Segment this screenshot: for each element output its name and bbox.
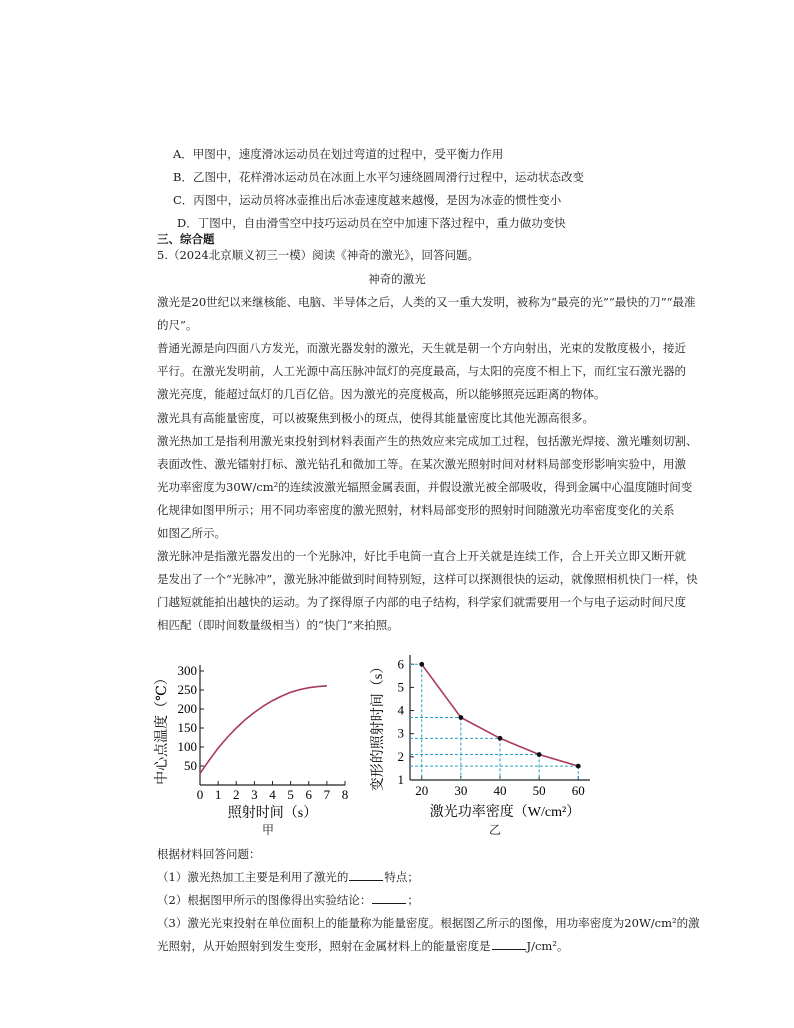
x-tick-label: 60 [571,783,585,798]
y-tick-label: 300 [177,663,197,678]
x-tick-label: 0 [196,787,204,802]
x-tick-label: 50 [532,783,546,798]
x-tick-label: 20 [415,783,429,798]
y-axis-label: 中心点温度（℃） [155,671,170,785]
q1-text: （1）激光热加工主要是利用了激光的 [157,870,349,884]
para4-line4: 化规律如图甲所示；用不同功率密度的激光照射，材料局部变形的照射时间随激光功率密度变化的关系 [157,503,675,517]
x-tick-label: 5 [287,787,294,802]
x-tick-label: 2 [233,787,240,802]
q3-text-end: J/cm²。 [526,939,569,953]
y-tick-label: 2 [397,748,404,764]
article-title: 神奇的激光 [368,272,426,286]
y-tick-label: 3 [397,725,404,741]
y-tick-label: 150 [177,720,197,735]
q3-answer-blank[interactable] [492,938,526,950]
data-point [458,715,463,720]
y-tick-label: 6 [397,656,404,672]
para5-line3: 门越短就能拍出越快的运动。为了探得原子内部的电子结构，科学家们就需要用一个与电子运动时间尺度 [157,595,686,609]
para1-line2: 的尺”。 [157,318,198,332]
q3-text: 光照射，从开始照射到发生变形，照射在金属材料上的能量密度是 [157,939,491,953]
x-tick-label: 40 [493,783,507,798]
para1-line1: 激光是20世纪以来继核能、电脑、半导体之后，人类的又一重大发明，被称为“最亮的光”“最快的刀”“最准 [157,295,696,309]
y-axis-label: 变形的照射时间（s） [371,659,386,792]
chart-temperature-vs-time [150,655,365,825]
answer-prompt: 根据材料回答问题： [157,847,261,861]
para4-line2: 表面改性、激光镭射打标、激光钻孔和微加工等。在某次激光照射时间对材料局部变形影响实验中，用激 [157,457,686,471]
q1-answer-blank[interactable] [349,869,383,881]
question-2 [157,892,419,908]
y-tick-label: 4 [397,702,404,718]
question-1 [157,869,419,885]
para4-line5: 如图乙所示。 [157,526,226,540]
y-tick-label: 5 [397,679,404,695]
x-tick-label: 7 [323,787,331,802]
x-tick-label: 6 [305,787,312,802]
y-tick-label: 50 [184,758,197,773]
question-3-line1: （3）激光光束投射在单位面积上的能量称为能量密度。根据图乙所示的图像，用功率密度为20W/cm²的激 [157,916,700,930]
para4-line3: 光功率密度为30W/cm²的连续波激光辐照金属表面，并假设激光被全部吸收，得到金属中心温度随时间变 [157,480,693,494]
data-point [576,764,581,769]
data-point [498,736,503,741]
option-c: C．丙图中，运动员将冰壶推出后冰壶速度越来越慢，是因为冰壶的惯性变小 [173,193,562,207]
x-tick-label: 8 [341,787,349,802]
y-tick-label: 1 [397,772,404,787]
data-point [419,662,424,667]
para5-line4: 相匹配（即时间数量级相当）的“快门”来拍照。 [157,618,399,632]
question-3-line2 [157,938,568,954]
chart-a-caption: 甲 [262,823,275,837]
para4-line1: 激光热加工是指利用激光束投射到材料表面产生的热效应来完成加工过程，包括激光焊接、激光雕刻切割、 [157,434,698,448]
para2-line2: 平行。在激光发明前，人工光源中高压脉冲氙灯的亮度最高，与太阳的亮度不相上下，而红宝石激光器的 [157,364,686,378]
question-intro: 5.（2024北京顺义初三一模）阅读《神奇的激光》，回答问题。 [157,248,479,262]
para2-line1: 普通光源是向四面八方发光，而激光器发射的激光，天生就是朝一个方向射出，光束的发散度极小，接近 [157,341,686,355]
x-tick-label: 1 [214,787,222,802]
temperature-curve [200,686,327,774]
option-d: D．丁图中，自由滑雪空中技巧运动员在空中加速下落过程中，重力做功变快 [177,216,566,230]
option-a: A．甲图中，速度滑冰运动员在划过弯道的过程中，受平衡力作用 [173,147,504,161]
option-b: B．乙图中，花样滑冰运动员在冰面上水平匀速绕圆周滑行过程中，运动状态改变 [173,170,584,184]
q2-answer-blank[interactable] [372,892,406,904]
x-axis-label: 照射时间（s） [227,806,318,821]
para3-line1: 激光具有高能量密度，可以被聚焦到极小的斑点，使得其能量密度比其他光源高很多。 [157,411,594,425]
x-axis-label: 激光功率密度（W/cm²） [429,805,581,820]
x-tick-label: 4 [269,787,276,802]
section-title: 三、综合题 [157,232,215,246]
y-tick-label: 250 [177,682,197,697]
q2-text-end: ； [407,893,419,907]
para5-line1: 激光脉冲是指激光器发出的一个光脉冲，好比手电筒一直合上开关就是连续工作，合上开关立即又断开就 [157,549,686,563]
para2-line3: 激光亮度，能超过氙灯的几百亿倍。因为激光的亮度极高，所以能够照亮远距离的物体。 [157,387,606,401]
x-tick-label: 3 [251,787,258,802]
y-tick-label: 100 [177,739,197,754]
y-tick-label: 200 [177,701,197,716]
chart-b-caption: 乙 [489,823,502,837]
para5-line2: 是发出了一个“光脉冲”，激光脉冲能做到时间特别短，这样可以探测很快的运动，就像照相机快门一样，快 [157,572,698,586]
data-point [537,752,542,757]
q1-text-end: 特点； [384,870,419,884]
chart-time-vs-power-density [370,645,600,825]
q2-text: （2）根据图甲所示的图像得出实验结论： [157,893,372,907]
x-tick-label: 30 [454,783,468,798]
